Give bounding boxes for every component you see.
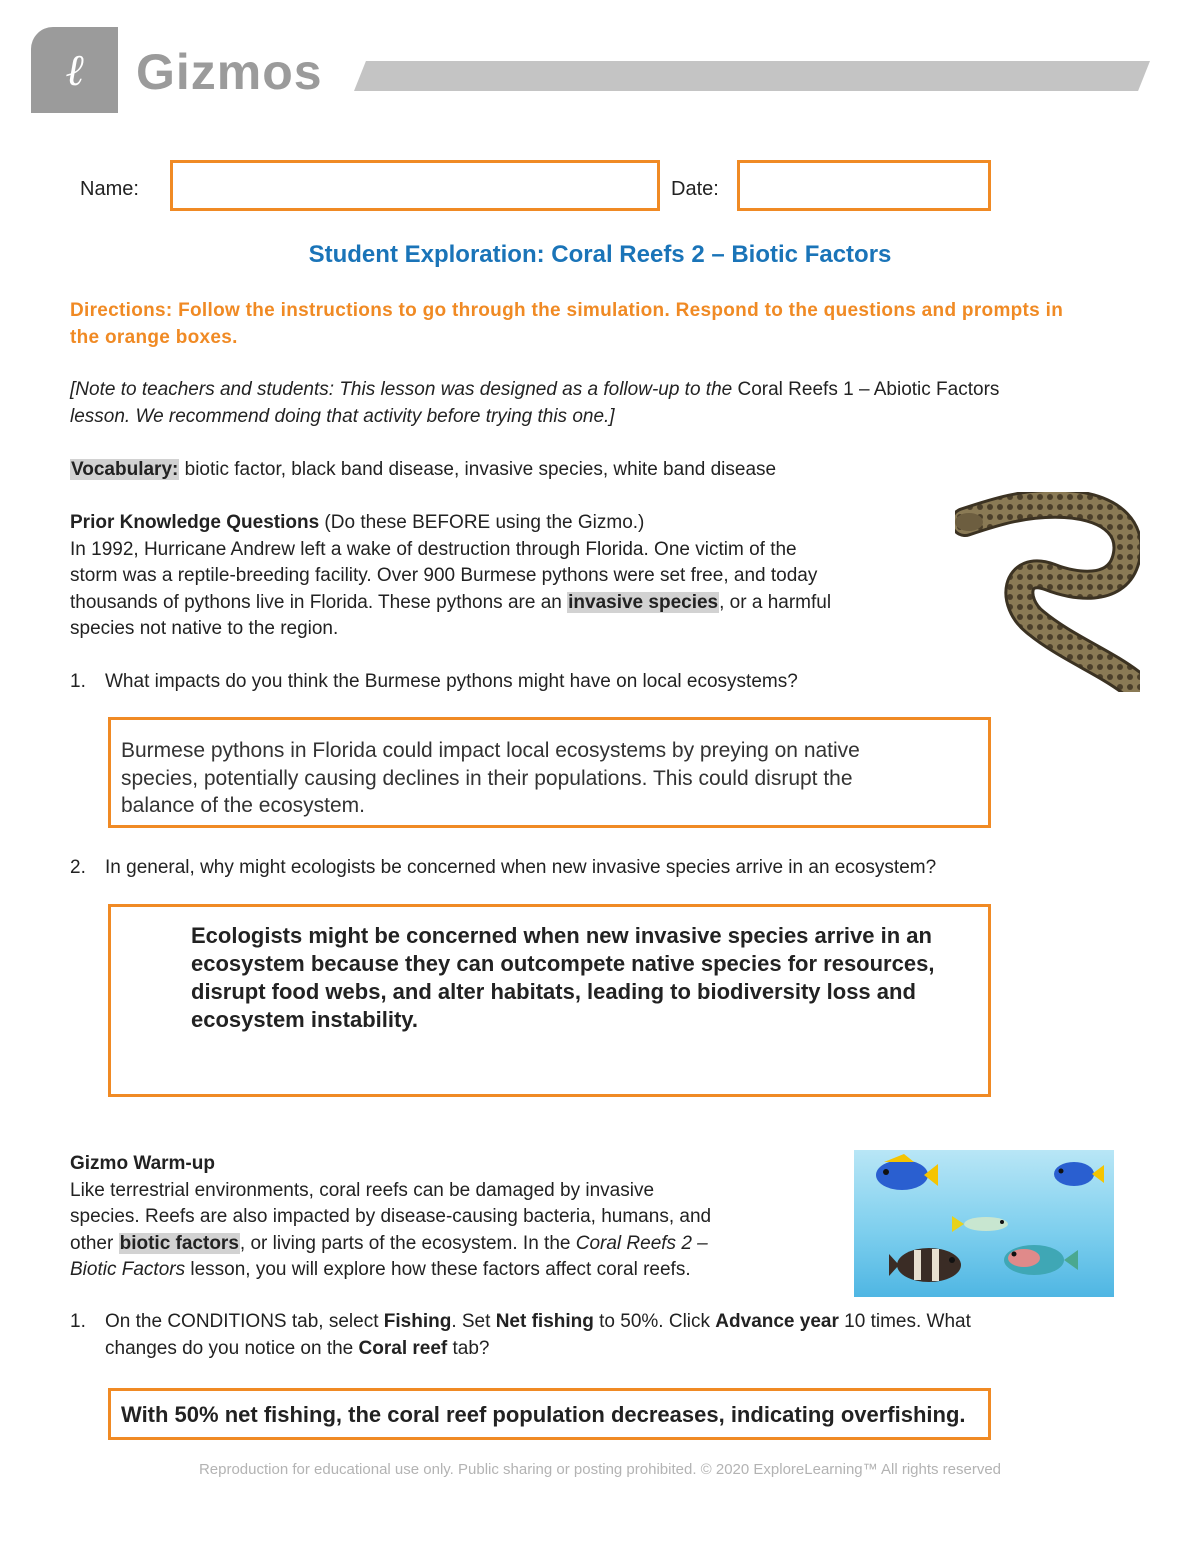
warm-up-question-1: 1. On the CONDITIONS tab, select Fishing. Set Net fishing to 50%. Click Advance year 10 times. What changes do you notice on the Coral reef tab? — [70, 1311, 971, 1359]
answer-box-2[interactable] — [108, 904, 991, 1097]
name-field[interactable] — [170, 160, 660, 211]
gizmos-logo-text: Gizmos — [136, 44, 323, 100]
biotic-factors-term: biotic factors — [119, 1232, 239, 1254]
directions: Directions: Follow the instructions to go through the simulation. Respond to the questions and prompts in the orange boxes. — [70, 300, 1064, 348]
date-field[interactable] — [737, 160, 991, 211]
reef-fish-image — [854, 1150, 1114, 1297]
teacher-note: [Note to teachers and students: This lesson was designed as a follow-up to the Coral Reefs 1 – Abiotic Factors lesson. We recommend doing that activity before trying this one.] — [70, 379, 1000, 427]
vocabulary-label: Vocabulary: — [71, 459, 179, 480]
question-2: 2. In general, why might ecologists be concerned when new invasive species arrive in an ecosystem? — [70, 857, 937, 878]
question-1: 1. What impacts do you think the Burmese pythons might have on local ecosystems? — [70, 671, 798, 692]
page-title: Student Exploration: Coral Reefs 2 – Biotic Factors — [308, 241, 892, 268]
angelfish-icon — [1054, 1162, 1104, 1186]
vocabulary: Vocabulary: biotic factor, black band disease, invasive species, white band disease — [71, 459, 777, 480]
explorelearning-logo-icon — [31, 27, 118, 113]
answer-box-1[interactable] — [108, 717, 991, 828]
python-image — [955, 492, 1140, 692]
warm-up-heading: Gizmo Warm-up — [70, 1153, 215, 1174]
answer-1-text: Burmese pythons in Florida could impact local ecosystems by preying on native species, potentially causing declines in their populations. This could disrupt the balance of the ecosystem. — [121, 739, 860, 817]
prior-knowledge-heading: Prior Knowledge Questions — [70, 512, 320, 533]
invasive-species-term: invasive species — [568, 591, 719, 613]
prior-knowledge-section: Prior Knowledge Questions (Do these BEFORE using the Gizmo.) In 1992, Hurricane Andrew left a wake of destruction through Florida. One victim of the storm was a reptile-breeding facility. Over 900 Burmese pythons were set free, and today thousands of pythons live in Florida. These pythons are an invasive species, or a harmful species not native to the region. — [70, 512, 832, 639]
answer-box-3[interactable] — [108, 1388, 991, 1440]
name-label: Name: — [80, 178, 139, 200]
answer-3-text: With 50% net fishing, the coral reef population decreases, indicating overfishing. — [121, 1402, 966, 1427]
date-label: Date: — [671, 178, 719, 200]
header-bar — [354, 61, 1150, 91]
yellowtail-fish-icon — [952, 1216, 1008, 1232]
answer-2-text: Ecologists might be concerned when new invasive species arrive in an ecosystem because they can outcompete native species for resources, disrupt food webs, and alter habitats, leading to biodiversity loss and ecosystem instability. — [191, 923, 935, 1032]
angelfish-icon — [876, 1154, 938, 1190]
parrotfish-icon — [1004, 1245, 1078, 1275]
footer-copyright: Reproduction for educational use only. Public sharing or posting prohibited. © 2020 ExploreLearning™ All rights reserved — [198, 1461, 1002, 1478]
logo-glyph: ℓ — [65, 44, 84, 96]
grouper-icon — [889, 1248, 961, 1282]
warm-up-section: Gizmo Warm-up Like terrestrial environments, coral reefs can be damaged by invasive species. Reefs are also impacted by disease-causing bacteria, humans, and other biotic factors, or living parts of the ecosystem. In the Coral Reefs 2 – Biotic Factors lesson, you will explore how these factors affect coral reefs. — [70, 1153, 712, 1280]
